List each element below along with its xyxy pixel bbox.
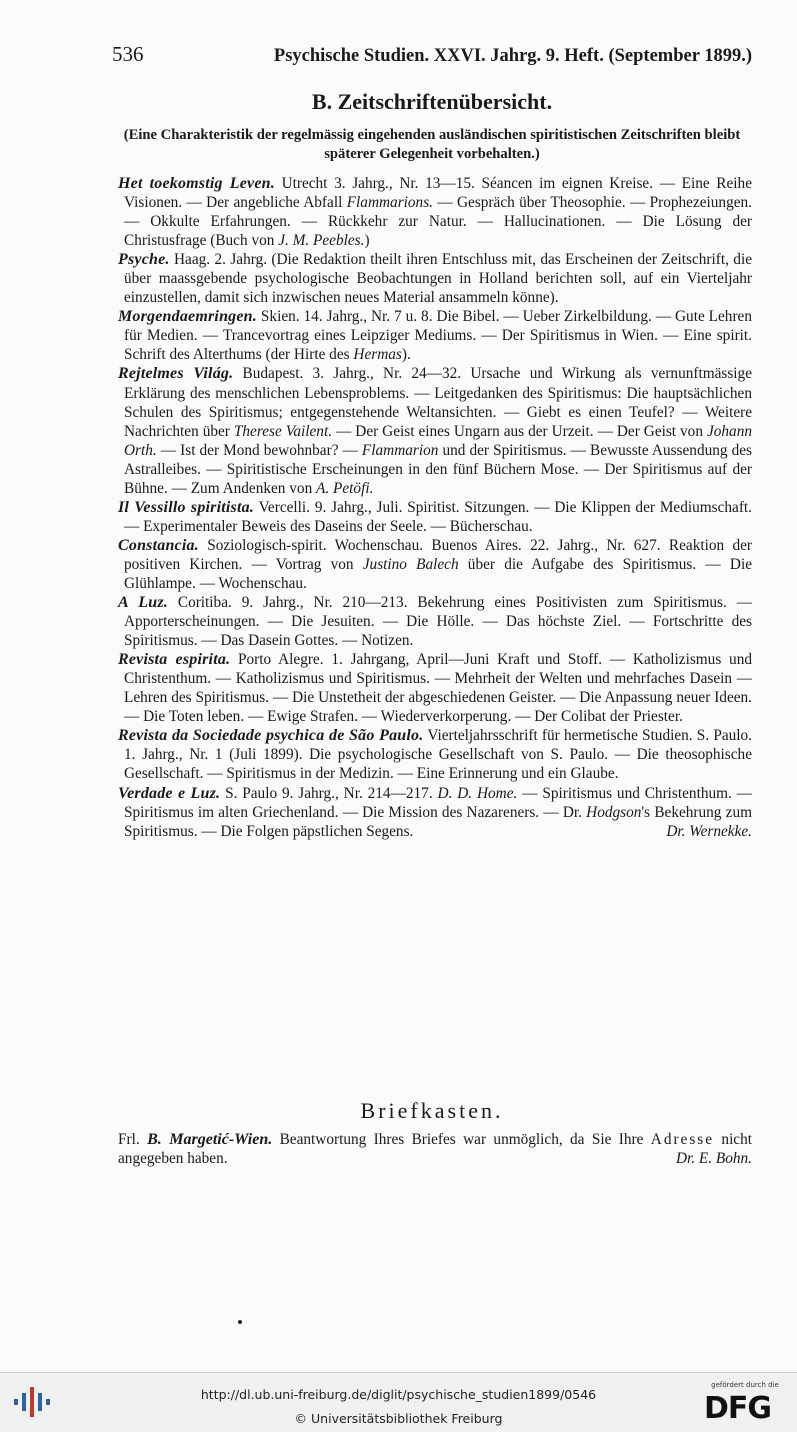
contents-text: S. Paulo 9. Jahrg., Nr. 214—217. (220, 784, 438, 802)
contents-text: — Gespräch über Theosophie. — Prophezeiungen. — Okkulte Erfahrungen. — Rückkehr zur Natur. — Hallucinationen. — Die Lösung der Christusfrage (Buch von (124, 194, 752, 250)
brief-prefix: Frl. (118, 1131, 140, 1148)
journal-entry (118, 536, 752, 593)
contents-text: und der Spiritismus. — Bewusste Aussendung des Astralleibes. — Spiritistische Erscheinungen in den fünf Büchern Mose. — Der Spiritismus auf der Bühne. — Zum Andenken von (124, 441, 752, 497)
journal-entry (118, 174, 752, 250)
running-title: Psychische Studien. XXVI. Jahrg. 9. Heft. (September 1899.) (273, 46, 752, 66)
journal-name: Il Vessillo spiritista. (118, 498, 255, 516)
journal-contents (124, 594, 752, 649)
contents-text: Utrecht 3. Jahrg., Nr. 13—15. Séancen im eignen Kreise. — Eine Reihe Visionen. — Der angebliche Abfall (124, 175, 752, 212)
journal-entry (118, 784, 752, 841)
italic-name: Justino Balech (362, 555, 459, 573)
copyright-text: © Universitätsbibliothek Freiburg (294, 1411, 503, 1426)
running-head (112, 42, 752, 67)
dfg-logo-text: DFG (704, 1391, 772, 1426)
journal-name: Morgendaemringen. (118, 308, 257, 326)
italic-name: Hermas (353, 346, 402, 364)
journal-entry (118, 364, 752, 497)
dfg-logo (702, 1381, 788, 1427)
contents-text: Vierteljahrsschrift für hermetische Studien. S. Paulo. 1. Jahrg., Nr. 1 (Juli 1899). Die psychologische Gesellschaft von S. Paulo. — Die theosophische Gesellschaft. — Spiritismus in der Medizin. — Eine Erinnerung und ein Glaube. (124, 727, 752, 783)
italic-name: Hodgson (586, 803, 642, 821)
section-signature: Dr. Wernekke. (666, 822, 752, 840)
brief-spaced-word: Adresse (650, 1131, 715, 1148)
contents-text: über die Aufgabe des Spiritismus. — Die Glühlampe. — Wochenschau. (124, 555, 752, 592)
brief-name: B. Margetić-Wien. (147, 1131, 273, 1148)
contents-text: Porto Alegre. 1. Jahrgang, April—Juni Kraft und Stoff. — Katholizismus und Christenthum. — Katholizismus und Spiritismus. — Mehrheit der Welten und mehrfaches Dasein — Lehren des Spiritismus. — Die Unstetheit der abgeschiedenen Geister. — Die Anpassung neuer Ideen. — Die Toten leben. — Ewige Strafen. — Wiederverkorperung. — Der Colibat der Priester. (124, 651, 752, 726)
briefkasten-text (118, 1130, 752, 1168)
contents-text: Vercelli. 9. Jahrg., Juli. Spiritist. Sitzungen. — Die Klippen der Mediumschaft. — Experimentaler Beweis des Daseins der Seele. — Bücherschau. (124, 498, 752, 535)
brief-text-2: nicht angegeben haben. (118, 1131, 753, 1167)
journal-entry (118, 650, 752, 726)
italic-name: D. D. Home. (437, 784, 518, 802)
journal-contents (124, 365, 752, 496)
printing-mark (238, 1320, 242, 1324)
contents-text: — Ist der Mond bewohnbar? — (156, 441, 362, 459)
section-title: B. Zeitschriftenübersicht. (311, 89, 553, 114)
section-intro: (Eine Charakteristik der regelmässig eingehenden ausländischen spiritistischen Zeitschriften bleibt späterer Gelegenheit vorbehalten.) (123, 127, 741, 162)
contents-text: — Der Geist eines Ungarn aus der Urzeit. — Der Geist von (332, 422, 707, 440)
brief-signature: Dr. E. Bohn. (675, 1150, 752, 1167)
italic-name: A. Petöfi. (316, 479, 374, 497)
contents-text: Coritiba. 9. Jahrg., Nr. 210—213. Bekehrung eines Positivisten zum Spiritismus. — Apporterscheinungen. — Die Jesuiten. — Die Hölle. — Das höchste Ziel. — Fortschritte des Spiritismus. — Das Dasein Gottes. — Notizen. (124, 594, 752, 650)
source-url-link[interactable]: http://dl.ub.uni-freiburg.de/diglit/psychische_studien1899/0546 (200, 1387, 597, 1402)
journal-contents (124, 251, 752, 306)
journal-name: Revista da Sociedade psychica de São Paulo. (118, 727, 424, 745)
contents-text: Haag. 2. Jahrg. (Die Redaktion theilt ihren Entschluss mit, das Erscheinen der Zeitschrift, die über maassgebende psychologische Beobachtungen in Holland berichten soll, auf ein Vierteljahr einzustellen, damit sich inzwischen neues Material ansammeln könne). (124, 251, 752, 307)
journal-name: A Luz. (118, 594, 168, 612)
contents-text: ) (364, 232, 370, 250)
page-number: 536 (112, 42, 144, 66)
journal-contents (124, 537, 752, 592)
italic-name: J. M. Peebles. (278, 232, 365, 250)
journal-entry (118, 307, 752, 364)
journal-name: Revista espirita. (118, 651, 231, 669)
journal-entry (118, 726, 752, 783)
italic-name: Flammarion (361, 441, 439, 459)
journal-name: Verdade e Luz. (118, 784, 221, 802)
journal-name: Constancia. (118, 536, 199, 554)
italic-name: Johann Orth. (124, 422, 752, 459)
journal-entries (118, 174, 752, 841)
briefkasten-title: Briefkasten. (360, 1098, 504, 1123)
journal-name: Rejtelmes Világ. (118, 365, 234, 383)
contents-text: 's Bekehrung zum Spiritismus. — Die Folgen päpstlichen Segens. (124, 803, 752, 840)
viewer-footer (0, 1372, 797, 1432)
journal-entry (118, 593, 752, 650)
italic-name: Therese Vailent. (233, 422, 333, 440)
contents-text: ). (401, 346, 411, 364)
contents-text: — Spiritismus und Christenthum. — Spiritismus im alten Griechenland. — Die Mission des Nazareners. — Dr. (124, 784, 752, 821)
contents-text: Soziologisch-spirit. Wochenschau. Buenos Aires. 22. Jahrg., Nr. 627. Reaktion der positiven Kirchen. — Vortrag von (124, 536, 752, 573)
dfg-caption: gefördert durch die (711, 1381, 779, 1389)
journal-entry (118, 250, 752, 307)
contents-text: Skien. 14. Jahrg., Nr. 7 u. 8. Die Bibel. — Ueber Zirkelbildung. — Gute Lehren für Medien. — Trancevortrag eines Leipziger Mediums. — Der Spiritismus in Wien. — Eine spirit. Schrift des Alterthums (der Hirte des (124, 308, 752, 364)
journal-name: Het toekomstig Leven. (118, 175, 275, 192)
contents-text: Budapest. 3. Jahrg., Nr. 24—32. Ursache und Wirkung als vernunftmässige Erklärung des menschlichen Lebensproblems. — Leitgedanken des Spiritismus: Die hauptsächlichen Schulen des Spiritismus; entgegenstehende Weltansichten. — Giebt es einen Teufel? — Weitere Nachrichten über (124, 365, 752, 440)
brief-text-1: Beantwortung Ihres Briefes war unmöglich, da Sie Ihre (272, 1131, 651, 1148)
italic-name: Flammarions. (346, 194, 433, 212)
journal-name: Psyche. (118, 251, 170, 269)
journal-entry (118, 498, 752, 536)
